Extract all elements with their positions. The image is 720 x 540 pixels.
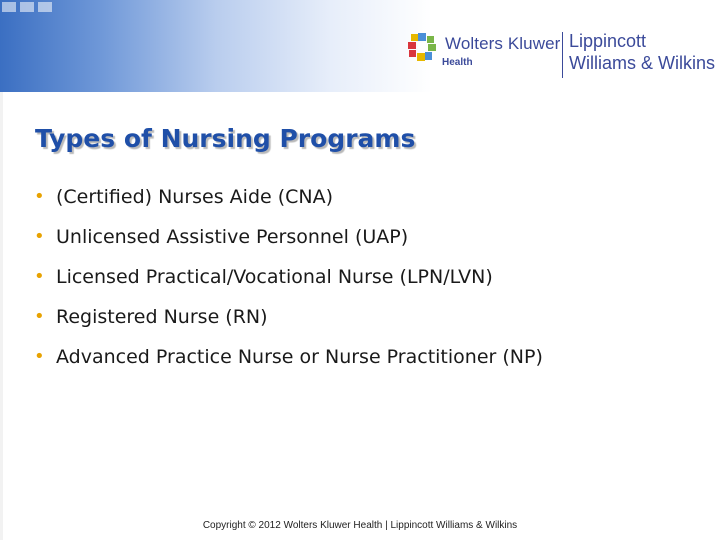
- bullet-text: Registered Nurse (RN): [56, 306, 268, 328]
- wolters-kluwer-pinwheel-icon: [407, 32, 437, 62]
- bullet-list: [34, 186, 543, 386]
- header-band: [0, 0, 720, 92]
- brand-line-2: Williams & Wilkins: [569, 53, 715, 73]
- slide-title: Types of Nursing Programs: [35, 124, 416, 153]
- bullet-item: [34, 346, 543, 386]
- bullet-item: [34, 226, 543, 266]
- bullet-dot-icon: •: [34, 186, 45, 207]
- brand-logo: [405, 28, 720, 84]
- bullet-dot-icon: •: [34, 346, 45, 367]
- left-edge-strip: [0, 92, 3, 540]
- bullet-item: [34, 266, 543, 306]
- bullet-dot-icon: •: [34, 226, 45, 247]
- decorative-squares: [0, 0, 80, 22]
- brand-line-1: Lippincott: [569, 31, 647, 51]
- bullet-item: [34, 306, 543, 346]
- bullet-dot-icon: •: [34, 266, 45, 287]
- bullet-text: (Certified) Nurses Aide (CNA): [56, 186, 334, 208]
- bullet-text: Unlicensed Assistive Personnel (UAP): [56, 226, 409, 248]
- bullet-text: Licensed Practical/Vocational Nurse (LPN/LVN): [56, 266, 493, 288]
- bullet-dot-icon: •: [34, 306, 45, 327]
- logo-divider: [562, 32, 563, 78]
- bullet-text: Advanced Practice Nurse or Nurse Practitioner (NP): [56, 346, 543, 368]
- company-division: Health: [442, 57, 473, 68]
- copyright-footer: Copyright © 2012 Wolters Kluwer Health | Lippincott Williams & Wilkins: [202, 520, 518, 531]
- company-name: Wolters Kluwer: [445, 34, 561, 53]
- bullet-item: [34, 186, 543, 226]
